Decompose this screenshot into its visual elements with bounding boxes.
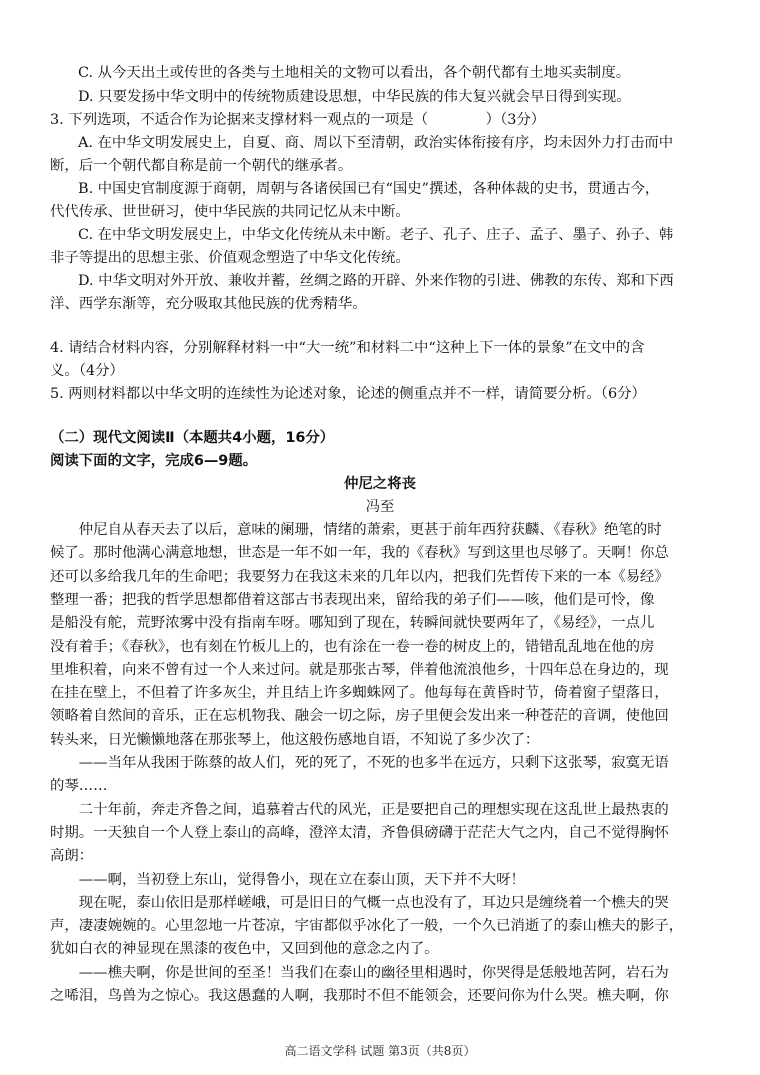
passage-line: 候了。那时他满心满意地想，世态是一年不如一年，我的《春秋》写到这里也尽够了。天啊！你总 <box>50 545 669 561</box>
passage-line: 高朗： <box>50 848 94 864</box>
passage-line: ——当年从我困于陈蔡的故人们，死的死了，不死的也多半在远方，只剩下这张琴，寂寞无语 <box>50 755 669 771</box>
passage-line: 之唏泪，鸟兽为之惊心。我这愚蠢的人啊，我那时不但不能领会，还要问你为什么哭。樵夫啊，你 <box>50 988 669 1004</box>
passage-line: 整理一番；把我的哲学思想都借着这部古书表现出来，留给我的弟子们——咳，他们是可怜，像 <box>50 592 655 608</box>
passage-line: 仲尼自从春天去了以后，意味的阑珊，情绪的萧索，更甚于前年西狩获麟、《春秋》绝笔的时 <box>50 522 662 538</box>
passage-line: 二十年前，奔走齐鲁之间，追慕着古代的风光，正是要把自己的理想实现在这乱世上最热衷的 <box>50 802 669 818</box>
passage-title: 仲尼之将丧 <box>344 476 416 492</box>
passage-line: 犹如白衣的神显现在黑漆的夜色中，又回到他的意念之内了。 <box>50 941 439 957</box>
q5: 5. 两则材料都以中华文明的连续性为论述对象，论述的侧重点并不一样，请简要分析。（6分） <box>50 386 646 402</box>
q3-option-d-line2: 洋、西学东渐等，充分吸取其他民族的优秀精华。 <box>50 296 367 312</box>
q2-option-d: D. 只要发扬中华文明中的传统物质建设思想，中华民族的伟大复兴就会早日得到实现。 <box>78 89 631 105</box>
q3-option-a-line2: 断，后一个朝代都自称是前一个朝代的继承者。 <box>50 158 353 174</box>
section-instruction: 阅读下面的文字，完成6—9题。 <box>50 453 258 469</box>
passage-line: 在挂在壁上，不但着了许多灰尘，并且结上许多蜘蛛网了。他每每在黄昏时节，倚着窗子望落日， <box>50 685 669 701</box>
section-heading: （二）现代文阅读Ⅱ（本题共4小题，16分） <box>50 430 335 446</box>
passage-line: 时期。一天独自一个人登上泰山的高峰，澄淬太清，齐鲁俱磅礴于茫茫大气之内，自己不觉得胸怀 <box>50 825 669 841</box>
q3-option-a-line1: A. 在中华文明发展史上，自夏、商、周以下至清朝，政治实体衔接有序，均未因外力打击而中 <box>78 135 674 151</box>
passage-line: 是船没有舵，荒野浓雾中没有指南车呀。哪知到了现在，转瞬间就快要两年了，《易经》，一点儿 <box>50 615 655 631</box>
q3-option-c-line1: C. 在中华文明发展史上，中华文化传统从未中断。老子、孔子、庄子、孟子、墨子、孙子、韩 <box>78 227 674 243</box>
passage-line: ——啊，当初登上东山，觉得鲁小，现在立在泰山顶，天下并不大呀！ <box>50 872 525 888</box>
q4-line1: 4. 请结合材料内容，分别解释材料一中“大一统”和材料二中“这种上下一体的景象”在文中的含 <box>50 340 645 356</box>
passage-line: 没有着手；《春秋》，也有刻在竹板儿上的，也有涂在一卷一卷的树皮上的，错错乱乱地在他的房 <box>50 639 655 655</box>
passage-author: 冯至 <box>365 499 395 515</box>
q3-option-d-line1: D. 中华文明对外开放、兼收并蓄，丝绸之路的开辟、外来作物的引进、佛教的东传、郑和下西 <box>78 273 674 289</box>
passage-line: ——樵夫啊，你是世间的至圣！当我们在泰山的幽径里相遇时，你哭得是恁般地苦阿，岩石为 <box>50 965 669 981</box>
q4-line2: 义。（4分） <box>50 363 124 379</box>
q2-option-c: C. 从今天出土或传世的各类与土地相关的文物可以看出，各个朝代都有土地买卖制度。 <box>78 65 631 81</box>
passage-line: 现在呢，泰山依旧是那样嵯峨，可是旧日的气概一点也没有了，耳边只是缠绕着一个樵夫的哭 <box>50 895 669 911</box>
q3-option-b-line2: 代代传承、世世研习，使中华民族的共同记忆从未中断。 <box>50 204 410 220</box>
q3-option-c-line2: 非子等提出的思想主张、价值观念塑造了中华文化传统。 <box>50 250 410 266</box>
passage-line: 的琴…… <box>50 778 108 794</box>
passage-line: 领略着自然间的音乐，正在忘机物我、融会一切之际，房子里便会发出来一种苍茫的音调，使他回 <box>50 708 669 724</box>
page-footer: 高二语文学科 试题 第3页（共8页） <box>284 1044 476 1058</box>
passage-line: 还可以多给我几年的生命吧；我要努力在我这未来的几年以内，把我们先哲传下来的一本《易经》 <box>50 569 669 585</box>
passage-line: 里堆积着，向来不曾有过一个人来过问。就是那张古琴，伴着他流浪他乡，十四年总在身边的，现 <box>50 662 669 678</box>
passage-line: 声，凄凄婉婉的。心里忽地一片苍凉，宇宙都似乎冰化了一般，一个久已消逝了的泰山樵夫的影子， <box>50 918 684 934</box>
q3-option-b-line1: B. 中国史官制度源于商朝，周朝与各诸侯国已有“国史”撰述，各种体裁的史书，贯通古今， <box>78 181 660 197</box>
passage-line: 转头来，日光懒懒地落在那张琴上，他这般伤感地自语，不知说了多少次了： <box>50 732 540 748</box>
q3-stem: 3. 下列选项，不适合作为论据来支撑材料一观点的一项是（ ）（3分） <box>50 112 546 128</box>
